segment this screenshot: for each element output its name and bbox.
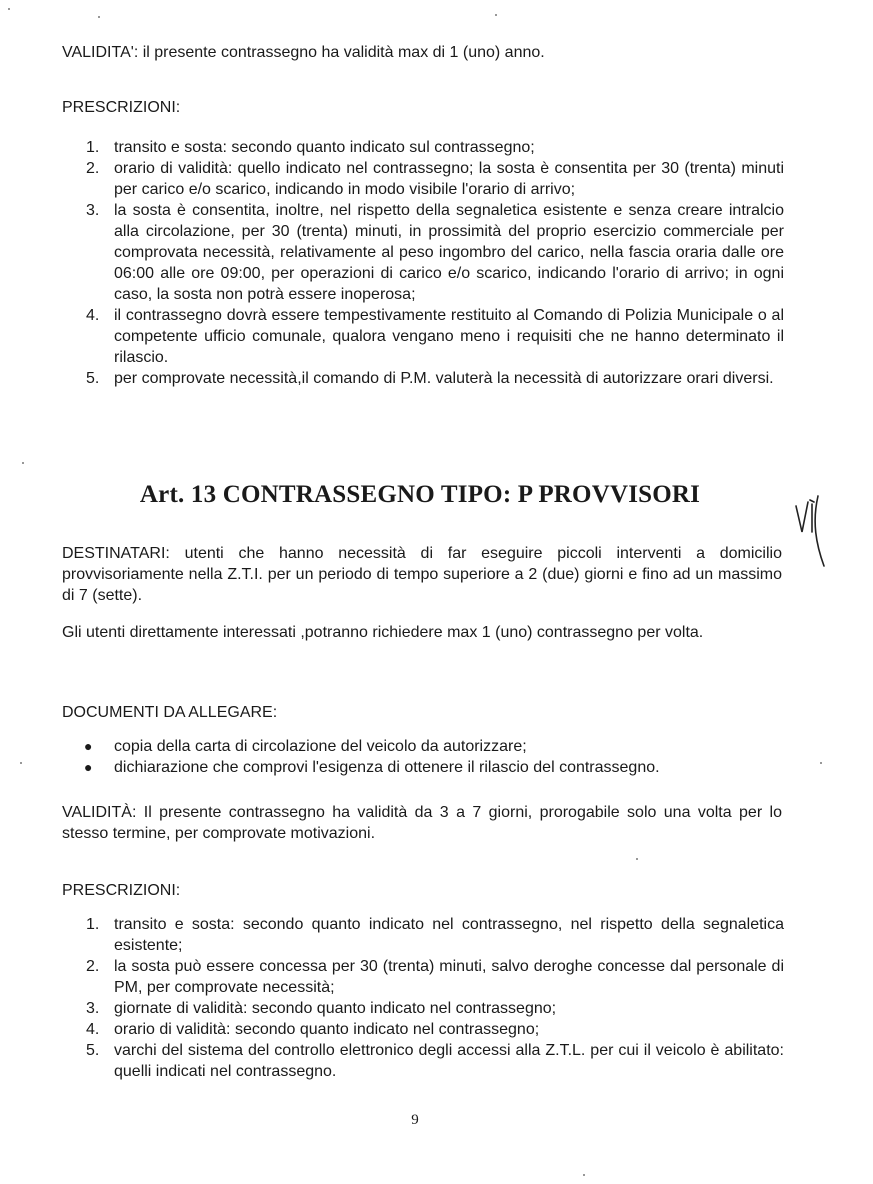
bullet-icon: ●	[84, 759, 93, 775]
list-item: 3. la sosta è consentita, inoltre, nel rispetto della segnaletica esistente e senza creare intralcio alla circolazione, per 30 (trenta) minuti, in prossimità del proprio esercizio commerciale per comprovata necessità, relativamente al peso ingombro del carico, nella fascia oraria dalle ore 06:00 alle ore 09:00, per operazioni di carico e/o scarico, indicando l'orario di arrivo; in ogni caso, la sosta non potrà essere inoperosa;	[86, 202, 784, 303]
scan-speck	[22, 462, 24, 464]
list-item: 4. il contrassegno dovrà essere tempestivamente restituito al Comando di Polizia Municipale o al competente ufficio comunale, qualora vengano meno i requisiti che ne hanno determinato il rilascio.	[86, 307, 784, 366]
list-item: 2. la sosta può essere concessa per 30 (trenta) minuti, salvo deroghe concesse dal personale di PM, per comprovate necessità;	[86, 958, 784, 996]
scan-speck	[8, 8, 10, 10]
list-item: 1. transito e sosta: secondo quanto indicato nel contrassegno, nel rispetto della segnaletica esistente;	[86, 916, 784, 954]
list-item: 3. giornate di validità: secondo quanto indicato nel contrassegno;	[86, 1000, 557, 1017]
list-item: 4. orario di validità: secondo quanto indicato nel contrassegno;	[86, 1021, 540, 1038]
article-title: Art. 13 CONTRASSEGNO TIPO: P PROVVISORI	[139, 481, 701, 508]
documents-heading: DOCUMENTI DA ALLEGARE:	[62, 704, 278, 721]
section1-validity: VALIDITA': il presente contrassegno ha validità max di 1 (uno) anno.	[62, 44, 545, 61]
list-item: 2. orario di validità: quello indicato nel contrassegno; la sosta è consentita per 30 (trenta) minuti per carico e/o scarico, indicando in modo visibile l'orario di arrivo;	[86, 160, 784, 198]
list-item: ● dichiarazione che comprovi l'esigenza di ottenere il rilascio del contrassegno.	[84, 759, 660, 776]
article-validity: VALIDITÀ: Il presente contrassegno ha validità da 3 a 7 giorni, prorogabile solo una volta per lo stesso termine, per comprovate motivazioni.	[62, 804, 782, 842]
section1-prescriptions-heading: PRESCRIZIONI:	[62, 99, 181, 116]
handwritten-signature	[788, 492, 848, 572]
list-item: ● copia della carta di circolazione del veicolo da autorizzare;	[84, 738, 527, 755]
article-users-note: Gli utenti direttamente interessati ,potranno richiedere max 1 (uno) contrassegno per volta.	[62, 624, 704, 641]
page-number: 9	[411, 1112, 419, 1128]
article-prescriptions-list	[62, 914, 784, 1082]
section1-prescriptions-list	[62, 137, 784, 389]
list-item: 1. transito e sosta: secondo quanto indicato sul contrassegno;	[86, 139, 535, 156]
article-prescriptions-heading: PRESCRIZIONI:	[62, 882, 181, 899]
bullet-icon: ●	[84, 738, 93, 754]
scan-speck	[20, 762, 22, 764]
scan-speck	[583, 1174, 585, 1176]
scan-speck	[636, 858, 638, 860]
documents-list	[62, 736, 784, 778]
list-item: 5. varchi del sistema del controllo elettronico degli accessi alla Z.T.L. per cui il veicolo è abilitato: quelli indicati nel contrassegno.	[86, 1042, 784, 1080]
article-recipients: DESTINATARI: utenti che hanno necessità di far eseguire piccoli interventi a domicilio provvisoriamente nella Z.T.I. per un periodo di tempo superiore a 2 (due) giorni e fino ad un massimo di 7 (sette).	[62, 545, 782, 604]
scan-speck	[495, 14, 497, 16]
scan-speck	[820, 762, 822, 764]
list-item: 5. per comprovate necessità,il comando di P.M. valuterà la necessità di autorizzare orari diversi.	[86, 370, 774, 387]
scan-speck	[98, 16, 100, 18]
